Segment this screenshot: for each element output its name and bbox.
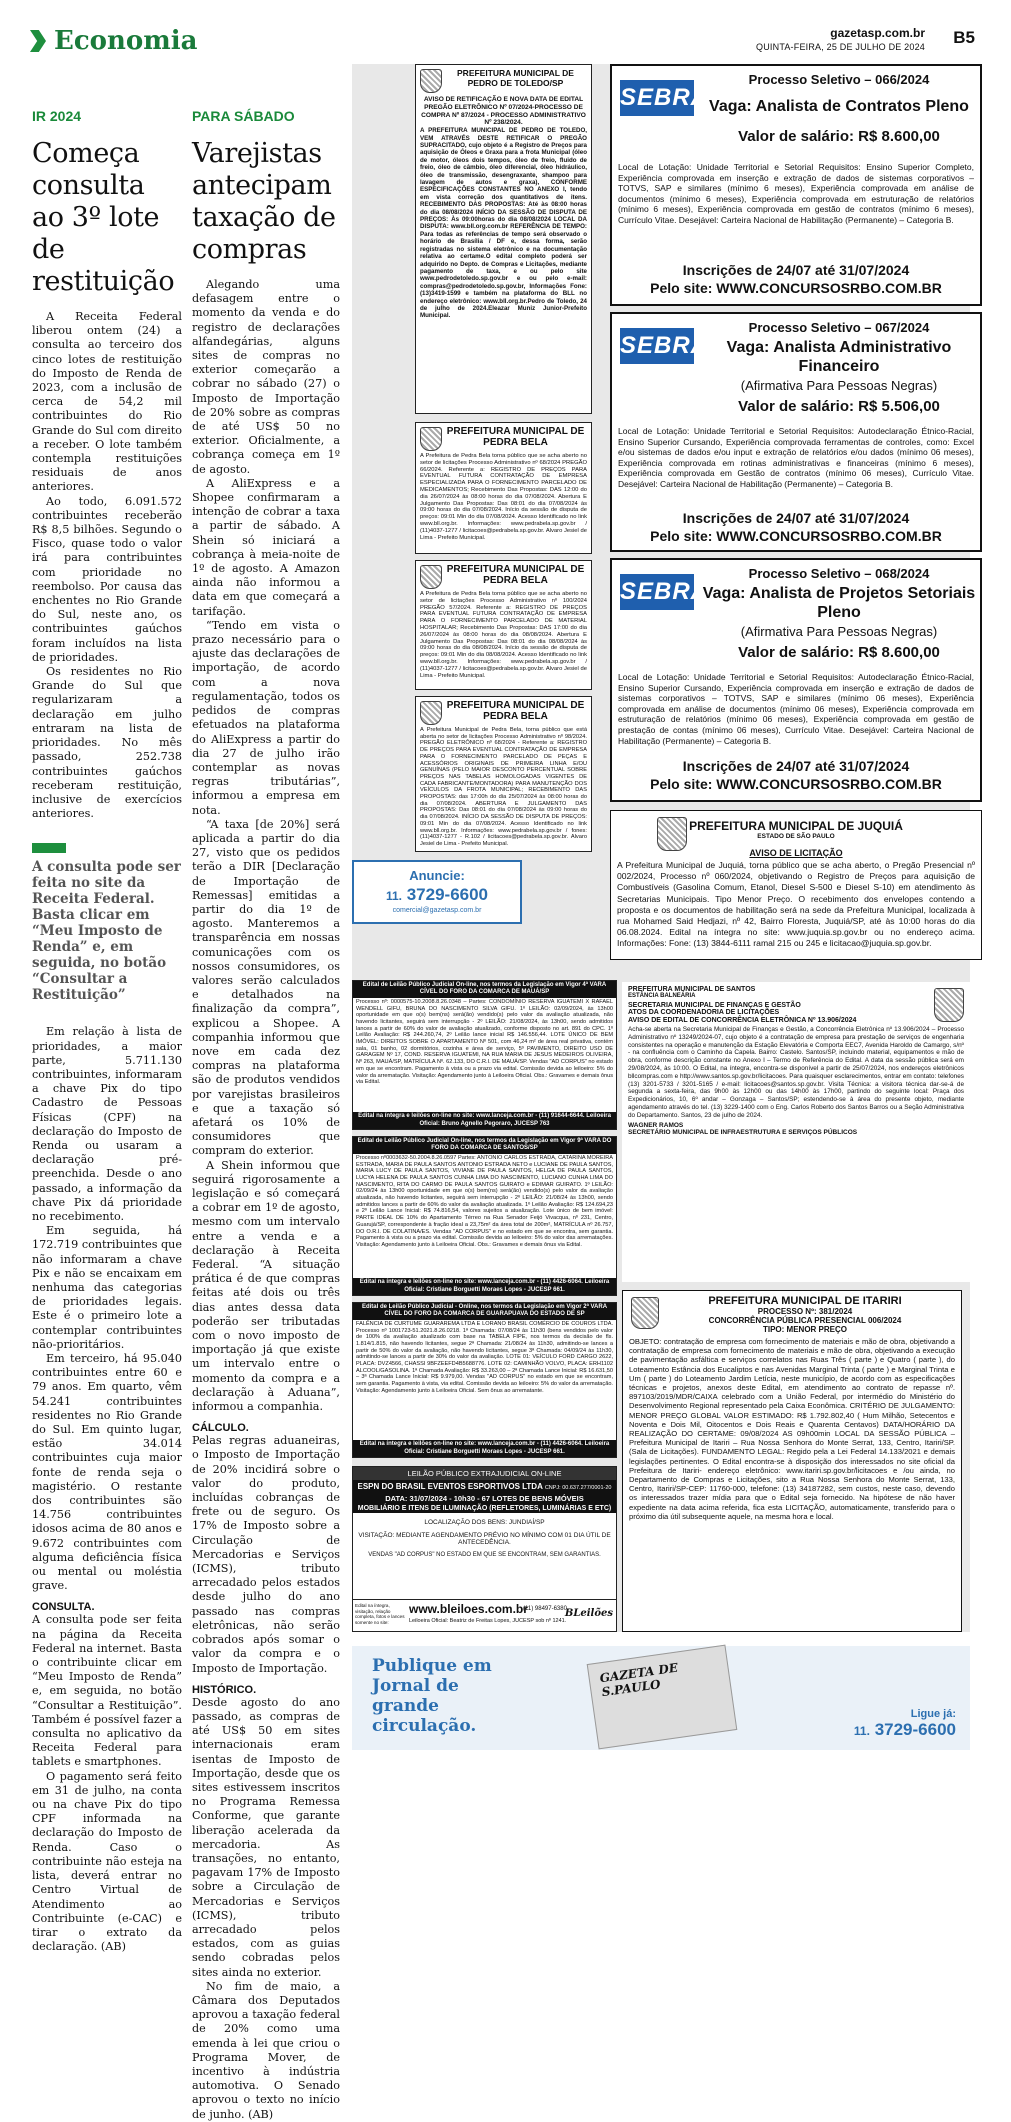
espn-title xyxy=(353,1480,616,1493)
paragraph: Alegando uma defasagem entre o momento da venda e do registro de declarações alfandegárias, alguns sites de compras no exterior começarão a cobrar no sábado (27) o Imposto de Importação de 20% sobre as compras de até US$ 50 no exterior. Oficialmente, a cobrança começa em 1º de agosto. xyxy=(192,278,340,476)
section-title: Economia xyxy=(54,26,198,56)
ad-pedra-bela-3 xyxy=(415,696,592,852)
ad-subtitle: ESTADO DE SÃO PAULO xyxy=(757,833,835,840)
anuncie-email[interactable]: comercial@gazetasp.com.br xyxy=(392,907,482,914)
hist-body xyxy=(192,1696,340,2122)
requirements: Local de Lotação: Unidade Territorial e Setorial Requisitos: Autodeclaração Étnico-Racial, Ensino Superior Cursando, Experiência comprovada em inserção e extração de dados de sistemas corporativos – TOTVS, SAP e similares (mínimo 06 meses), Experiência comprovada em análise de documentos (mínimo 06 meses), Experiência comprovada em estruturação de relatórios (mínimo 06 meses), Experiência comprovada em gestão de prestação de contas (mínimo 06 meses), Currículo Vitae. Desejável: Carteira Nacional de Habilitação (Permanente) – Categoria B. xyxy=(618,672,974,746)
ad-pedra-bela-1 xyxy=(415,422,592,554)
ad-subtitle: ESTÂNCIA BALNEÁRIA xyxy=(628,993,696,999)
ad-signer: WAGNER RAMOS xyxy=(628,1121,684,1129)
paragraph: A Receita Federal liberou ontem (24) a consulta ao terceiro dos cinco lotes de restituição do Imposto de Renda de 2023, com a inclusão de cerca de 54,2 mil contribuintes do Rio Grande do Sul com direito a receber. O lote também contempla restituições residuais de anos anteriores. xyxy=(32,310,182,494)
article-body xyxy=(192,278,340,1414)
ad-org: SECRETARIA MUNICIPAL DE FINANÇAS E GESTÃO xyxy=(628,1002,801,1009)
paragraph: Em seguida, há 172.719 contribuintes que não informaram a chave Pix e não se encaixam em nenhuma das categorias de prioridades legais. Este é o primeiro lote a contemplar contribuintes não-prioritários. xyxy=(32,1224,182,1351)
paragraph: A AliExpress e a Shopee confirmaram a intenção de cobrar a taxa a partir de sábado. A Shein só iniciará a cobrança à meia-noite de 1º de agosto. A Amazon ainda não informou a data em que começará a tarifação. xyxy=(192,476,340,618)
job-title: Vaga: Analista de Projetos Setoriais Pleno xyxy=(702,585,976,621)
ad-heading: AVISO DE EDITAL DE CONCORRÊNCIA ELETRÔNICA Nº 13.906/2024 xyxy=(628,1017,857,1024)
auction-footer: Edital na íntegra e leilões on-line no site: www.lanceja.com.br - (11) 4426-6064. Leiloeira Oficial: Cristiane Borguetti Moraes Lopes - JUCESP 661. xyxy=(353,1278,616,1295)
process-number: Processo Seletivo – 067/2024 xyxy=(748,320,930,335)
espn-desc: MOBILIÁRIO E ITENS DE ILUMINAÇÃO (REFLETORES, LUMINÁRIAS E ETC) xyxy=(353,1504,616,1513)
paragraph: Os residentes no Rio Grande do Sul que regularizaram a declaração em julho entraram na lista de prioridades. No mês passado, 252.738 contribuintes gaúchos receberam restituição, inclusive de exercícios anteriores. xyxy=(32,665,182,821)
call-prefix: 11. xyxy=(853,1724,870,1738)
crest-icon xyxy=(657,817,687,851)
espn-bar: LEILÃO PÚBLICO EXTRAJUDICIAL ON-LINE xyxy=(353,1467,616,1480)
publique-text: Publique em Jornal de grande circulação. xyxy=(372,1656,492,1736)
requirements: Local de Lotação: Unidade Territorial e Setorial Requisitos: Ensino Superior Completo, Experiência comprovada em inserção e extração de dados de sistemas corporativos – TOTVS, SAP e similares (mínimo 6 meses), Experiência comprovada em análise de documentos (mínimo 6 meses), Experiência comprovada em estruturação de relatórios (mínimo 6 meses), Experiência comprovada em gestão de contratos (mínimo 6 meses), Currículo Vitae. Desejável: Carteira Nacional de Habilitação (Permanente) – Categoria B. xyxy=(618,162,974,225)
site-url[interactable]: gazetasp.com.br xyxy=(830,26,925,40)
auction-text: FALÊNCIA DE CURTUME GUARAREMA LTDA E LORANO BRASIL COMÉRCIO DE COUROS LTDA. Processo nº 1001723-51.2021.8.26.0218. 1ª Chamada: 07/08/24 às 11h30 (bens vendidos pelo valor de 100% da avaliação atualizado com base na TABELA FIPE, nos termos da decisão de fls. 1.814/1.815, não havendo licitantes, segue 2ª Chamada: 21/08/24 às 11h30, admitindo-se lances a partir de 50% do valor da avaliação, não havendo licitantes, segue 3ª Chamada: 04/09/24 às 11h30, admitindo-se lances a partir de 30% do valor da avaliação. LOTE 01: VEÍCULO FORD CARGO 2622, PLACA: DVZ4566, CHASSI 9BFZEEFD4B5688776. LOTE 02: CAMINHÃO VOLVO, PLACA: ERH1102 ALCOOL/GASOLINA. 1ª Chamada Avaliação: R$ 33.263,00 – 2ª Chamada Lance Inicial: R$ 16.631,50 – 3ª Chamada Lance Inicial: R$ 9.979,00. Vendas "AD CORPUS" no estado em que se encontram, sem garantia. Pagamento à vista, via edital. Comissão devida ao leiloeiro: 5% do valor da arrematação. Visitação: Agendamento junto à Leiloeira Oficial. Sem ônus ao arrematante. xyxy=(356,1320,613,1394)
ad-title: PREFEITURA MUNICIPAL DE PEDRA BELA xyxy=(446,700,585,722)
article-body-continued xyxy=(32,1025,182,1593)
inscription-dates: Inscrições de 24/07 até 31/07/2024 xyxy=(682,758,910,774)
ad-auction-maua xyxy=(352,980,617,1130)
job-subtitle: (Afirmativa Para Pessoas Negras) xyxy=(740,378,938,393)
ad-title: PREFEITURA MUNICIPAL DE JUQUIÁ xyxy=(689,819,903,833)
espn-site[interactable]: www.bleiloes.com.br xyxy=(409,1602,528,1616)
espn-location: LOCALIZAÇÃO DOS BENS: JUNDIAÍ/SP xyxy=(424,1519,545,1526)
salary: Valor de salário: R$ 5.506,00 xyxy=(738,398,940,415)
call-label: Ligue já: xyxy=(910,1708,956,1720)
espn-leiloeira: Leiloeira Oficial: Beatriz de Freitas Lopes, JUCESP sob nº 1241. xyxy=(409,1618,567,1624)
ad-text: A Prefeitura Municipal de Pedra Bela, torna público que está aberta no setor de licitações Processo Administrativo nº 98/2024. PREGÃO ELETRÔNICO nº 68/2024 - Referente a: REGISTRO DE PREÇOS PARA EVENTUAL CONTRATAÇÃO DE EMPRESA PARA O FORNECIMENTO PARCELADO DE PEÇAS E ACESSÓRIOS ORIGINAIS DE PRIMEIRA LINHA E/OU GENUÍNAS (PELO MAIOR DESCONTO PERCENTUAL SOBRE PREÇOS NAS TABELAS HOMOLOGADAS VIGENTES DE CADA FABRICANTE/MONTADORA) PARA MANUTENÇÃO DOS VEÍCULOS DA FROTA MUNICIPAL; RECEBIMENTO DAS PROPOSTAS: das 17:00h do dia 25/07/2024 às 08:00 horas do dia 07/08/2024. ABERTURA E JULGAMENTO DAS PROPOSTAS: Das 08:01 do dia 07/08/2024 às 09:00 horas do dia 07/08/2024. INÍCIO DA SESSÃO DE DISPUTA DE PREÇOS: 09:01 Min do dia 07/08/2024. Acesso Identificado no link www.bll.org.br. Informações: www.pedrabela.sp.gov.br / fones: (11)4037-1277 - R.102 / licitacoes@pedrabela.sp.gov.br. Alvaro Jesiel de Lima - Prefeito Municipal. xyxy=(420,727,587,847)
salary: Valor de salário: R$ 8.600,00 xyxy=(738,644,940,661)
subheading: CÁLCULO. xyxy=(192,1422,249,1435)
ad-text: Acha-se aberta na Secretaria Municipal de Finanças e Gestão, a Concorrência Eletrônica nº 13.906/2024 – Processo Administrativo nº 13249/2024-07, cujo objeto é a contratação de empresa para prestação de serviços de engenharia consistentes na operação e manutenção da Estação Elevatória e Comporta EEC7, Avenida Haroldo de Camargo, s/nº - na confluência com o Caminho da Capela. Bairro: Castelo. Santos/SP, incluindo material, equipamentos e mão de obra, conforme descrição constante no Anexo I – Termo de Referência do Edital. A data da sessão pública será em 29/08/2024, às 10:00. O Edital, na íntegra, encontra-se disponível a partir de 25/07/2024, nos endereços eletrônicos bllcompras.com e http://www.santos.sp.gov.br/licitacoes. Para quaisquer esclarecimentos, entrar em contato: telefones (13) 3201-5733 / 3201-5165 / e-mail: licitacoes@santos.sp.gov.br. Visita Técnica: a visitora técnica dar-se-á de segunda a sexta-feira, das 9h00 às 12h00 ou das 14h00 às 17h00, partindo do seguinte local: Praça dos Expedicionários, 10, 6º andar – Gonzaga – Santos/SP; estendendo-se à área do presente objeto, mediante agendamento através do tel. (13) 3229-1400 com o Eng. Carlos Roberto dos Santos Barros ou a Seção Administrativa do Departamento. Santos, 23 de julho de 2024. xyxy=(628,1026,964,1119)
call-box xyxy=(854,1708,956,1740)
inscription-site[interactable]: Pelo site: WWW.CONCURSOSRBO.COM.BR xyxy=(650,528,942,544)
requirements: Local de Lotação: Unidade Territorial e Setorial Requisitos: Autodeclaração Étnico-Racial, Ensino Superior Cursando, Experiência comprovada ferramentas de controles, como: Excel e/ou sistemas de dados e/ou input e extração de relatórios e/ou dados (mínimo 06 meses), Experiência comprovada em rotinas administrativas e financeiras (mínimo 6 meses), Experiência comprovada em Gestão de contratos (mínimo 06 meses), Currículo Vitae. Desejável: Carteira Nacional de Habilitação (Permanente) – Categoria B. xyxy=(618,426,974,489)
article-headline: Começa consulta ao 3º lote de restituição xyxy=(32,138,175,297)
ad-signer-role: SECRETÁRIO MUNICIPAL DE INFRAESTRUTURA E SERVIÇOS PÚBLICOS xyxy=(628,1128,858,1136)
ad-pedra-bela-2 xyxy=(415,560,592,690)
article-varejistas xyxy=(192,108,340,2122)
crest-icon xyxy=(420,427,442,451)
espn-footer xyxy=(353,1599,616,1631)
ad-text: A Prefeitura de Pedra Bela torna público que se acha aberto no setor de licitações Processo Administrativo nº 68/2024 PREGÃO 66/2024. Referente a: REGISTRO DE PREÇOS PARA EVENTUAL FUTURA CONTRATAÇÃO DE EMPRESA ESPECIALIZADA PARA O FORNECIMENTO PARCELADO DE MEDICAMENTOS; Recebimento Das Propostas: DAS 12:00 do dia 26/07/2024 às 08:00 horas do dia 07/08/2024. Abertura E Julgamento Das Propostas: Das 08:01 do dia 07/08/2024 às 09:00 horas do dia 07/08/2024. Início da sessão de disputa de preços: 09:01 Min do dia 07/08/2024. Acesso Identificado no link www.bll.org.br. Informações: www.pedrabela.sp.gov.br / (11)4037-1277 / licitacoes@pedrabela.sp.gov.br. Alvaro Jesiel de Lima - Prefeito Municipal. xyxy=(420,453,587,541)
sebrae-logo: SEBRAE xyxy=(620,328,694,364)
section-arrow-icon xyxy=(30,30,46,52)
ad-text: A PREFEITURA MUNICIPAL DE PEDRO DE TOLEDO, VEM ATRAVÉS DESTE RETIFICAR O PREGÃO SUPRACITADO, cujo objeto é a Registro de Preços para aquisição de Óleos e Graxa para a frota Municipal (óleo de motor, óleos dois tempos, óleo de freio, fluido de freio, óleo de câmbio, óleo diferencial, óleo hidráulico, óleo de transmissão, desengraxante, shampoo para lavagem de autos e graxa), CONFORME ESPECIFICAÇÕES CONSTANTES NO ANEXO I, tendo em vista correção dos quantitativos de itens. RECEBIMENTO DAS PROPOSTAS: Até às 08:00 horas do dia 08/08/2024 INÍCIO DA SESSÃO DE DISPUTA DE PREÇOS: Às 09:00horas do dia 08/08/2024 LOCAL DA DISPUTA: www.bll.org.com.br REFERÊNCIA DE TEMPO: Para todas as referências de tempo será observado o horário de Brasília / DF e, dessa forma, serão registradas no sistema eletrônico e na documentação relativa ao certame.O edital completo poderá ser adquirido no Depto. de Compras e Licitações, mediante pagamento de taxa, e ou pelo site www.pedrodetoledo.sp.gov.br e ou pelo e-mail: compras@pedrodetoledo.sp.gov.br, Informações Fone:(13)3419-1599 e também na plataforma do BLL no endereço eletrônico: www.bll.org.br.Pedro de Toledo, 24 de julho de 2024.Eleazar Muniz Junior-Prefeito Municipal. xyxy=(420,127,587,320)
ad-title: PREFEITURA MUNICIPAL DE PEDRO DE TOLEDO/SP xyxy=(457,68,574,88)
ad-sebrae-068 xyxy=(610,558,982,802)
ad-text: A Prefeitura de Pedra Bela torna público que se acha aberto no setor de licitações Processo Administrativo nº 100/2024 PREGÃO 57/2024. Referente a: REGISTRO DE PREÇOS PARA EVENTUAL FUTURA CONTRATAÇÃO DE EMPRESA PARA O FORNECIMENTO PARCELADO DE MATERIAL HOSPITALAR; Recebimento Das Propostas: DAS 17:00 do dia 26/07/2024 às 08:00 horas do dia 08/08/2024. Abertura E Julgamento Das Propostas: Das 08:01 do dia 08/08/2024 às 09:00 horas do dia 08/08/2024. Início da sessão de disputa de preços: 09:01 Min do dia 08/08/2024. Acesso Identificado no link www.bll.org.br. Informações: www.pedrabela.sp.gov.br / (11)4037-1277 / licitacoes@pedrabela.sp.gov.br. Alvaro Jesiel de Lima - Prefeito Municipal. xyxy=(420,591,587,679)
ad-line-3: TIPO: MENOR PREÇO xyxy=(762,1325,847,1334)
ad-anuncie[interactable] xyxy=(352,860,522,924)
sebrae-logo: SEBRAE xyxy=(620,574,694,610)
sebrae-logo: SEBRAE xyxy=(620,80,694,116)
quote-bar xyxy=(32,843,66,853)
ad-espn-auction xyxy=(352,1466,617,1632)
paragraph: Ao todo, 6.091.572 contribuintes receberão R$ 8,5 bilhões. Segundo o Fisco, quase todo o valor irá para contribuintes com prioridade no reembolso. Por causa das enchentes no Rio Grande do Sul, neste ano, os contribuintes gaúchos foram incluídos na lista de prioridades. xyxy=(32,494,182,664)
phone-number[interactable]: 3729-6600 xyxy=(406,885,489,904)
subheading: HISTÓRICO. xyxy=(192,1683,257,1696)
paragraph: Em relação à lista de prioridades, a maior parte, 5.711.130 contribuintes, informaram a chave Pix do tipo Cadastro de Pessoas Físicas (CPF) na declaração do Imposto de Renda ou usaram a declaração pré-preenchida. Desde o ano passado, a informação da chave Pix dá prioridade no recebimento. xyxy=(32,1025,182,1223)
paragraph: A consulta pode ser feita na página da Receita Federal na internet. Basta o contribuinte clicar em “Meu Imposto de Renda” e, em seguida, no botão “Consultar a Restituição”. Também é possível fazer a consulta no aplicativo da Receita Federal para tablets e smartphones. xyxy=(32,1613,182,1769)
ad-juquia xyxy=(610,810,982,960)
espn-phone: (11) 98497-6380 xyxy=(523,1606,567,1612)
ad-sebrae-066 xyxy=(610,64,982,306)
anuncie-phone-line xyxy=(354,885,520,905)
newspaper-icon xyxy=(587,1645,738,1750)
call-phone[interactable]: 3729-6600 xyxy=(874,1720,956,1739)
espn-visit: VISITAÇÃO: MEDIANTE AGENDAMENTO PRÉVIO NO MÍNIMO COM 01 DIA ÚTIL DE ANTECEDÊNCIA. xyxy=(358,1532,611,1546)
auction-footer: Edital na íntegra e leilões on-line no site: www.lanceja.com.br - (11) 91644-6644. Leiloeira Oficial: Bruno Agnello Pegoraro, JUCESP 763 xyxy=(353,1112,616,1129)
ad-santos xyxy=(622,982,970,1282)
auction-header: Edital de Leilão Público Judicial - Online, nos termos da Legislação em Vigor 2ª VARA CÍVEL DO FORO DA COMARCA DE GUARAPUAVA DO ESTADO DE SP xyxy=(353,1303,616,1320)
inscription-dates: Inscrições de 24/07 até 31/07/2024 xyxy=(682,510,910,526)
article-body xyxy=(32,310,182,821)
pull-quote xyxy=(32,843,182,1003)
crest-icon xyxy=(631,1297,659,1329)
ad-line-2: CONCORRÊNCIA PÚBLICA PRESENCIAL 006/2024 xyxy=(708,1316,902,1325)
ad-publique[interactable] xyxy=(352,1646,970,1750)
auction-header: Edital de Leilão Público Judicial On-line, nos termos da Legislação em Vigor 4ª VARA CÍVEL DO FORO DA COMARCA DE MAUÁ/SP xyxy=(353,981,616,998)
inscription-site[interactable]: Pelo site: WWW.CONCURSOSRBO.COM.BR xyxy=(650,776,942,792)
paragraph: O pagamento será feito em 31 de julho, na conta ou na chave Pix do tipo CPF informada na declaração do Imposto de Renda. Caso o contribuinte não esteja na lista, deverá entrar no Centro Virtual de Atendimento ao Contribuinte (e-CAC) e tirar o extrato da declaração. (AB) xyxy=(32,1769,182,1954)
auction-text: Processo nº: 0000575-10.2008.8.26.0348 – Partes: CONDOMÍNIO RESERVA IGUATEMI X RAFAEL WENDELL GIFU, BRUNA DO NASCIMENTO SILVA GIFU. 1º LEILÃO: 02/09/2024, às 13h00 oportunidade em que o(s) bem(ns) será(ão) vendido(s) pelo valor da avaliação atualizada, não havendo licitantes, seguirá sem interrupção - 2º LEILÃO: 21/08/2024, às 13h00, sendo admitidos lances a partir de 60% do valor de avaliação atualizado, conforme disposto no art. 891 do CPC. 1º Leilão Avaliação: R$ 244.260,74, 2º Leilão lance inicial R$ 146.556,44. LOTE ÚNICO DE BEM IMÓVEL: DIREITOS SOBRE O APARTAMENTO Nº 501, com 46,24 m² de área real privativa, contém sala, 01 banho, 02 dormitórios, cozinha e área de serviço, 5º PAVIMENTO, DIREITO USO DE GARAGEM Nº 17, COND. RESERVA IGUATEMI, NA RUA MARIA DE JESUS MEDEIROS OLIVEIRA, Nº 263, MAUÁ/SP, MATRÍCULA Nº. 62.133, DO C.R.I. DE MAUÁ/SP. Vendas "AD CORPUS" no estado em que se encontram. Pagamento à vista ou a prazo via edital. Comissão devida ao leiloeiro: 5% do valor da arrematação. Visitação: Agendamento junto à Leiloeira Oficial. Obs.: Gravames e demais ônus via Edital. xyxy=(356,998,613,1086)
espn-cnpj: CNPJ: 00.637.277/0001-20 xyxy=(544,1485,612,1491)
ad-line-1: PROCESSO Nº: 381/2024 xyxy=(757,1307,853,1316)
salary: Valor de salário: R$ 8.600,00 xyxy=(738,128,940,145)
bleiloes-logo: BLeilões xyxy=(564,1608,613,1619)
paragraph: Em terceiro, há 95.040 contribuintes entre 60 e 79 anos. Em quarto, vêm 54.241 contribuintes residentes no Rio Grande do Sul. Em quinto lugar, estão 34.014 contribuintes cuja maior fonte de renda seja o magistério. O restante dos contribuintes são 14.756 contribuintes idosos acima de 80 anos e 9.672 contribuintes com alguma deficiência física ou mental ou moléstia grave. xyxy=(32,1351,182,1593)
page-number: B5 xyxy=(953,28,975,47)
job-subtitle: (Afirmativa Para Pessoas Negras) xyxy=(740,624,938,639)
crest-icon xyxy=(934,988,964,1022)
espn-sale: VENDAS "AD CORPUS" NO ESTADO EM QUE SE ENCONTRAM, SEM GARANTIAS. xyxy=(368,1552,601,1558)
subheading: CONSULTA. xyxy=(32,1601,95,1614)
calc-body xyxy=(192,1434,340,1675)
ad-text: A Prefeitura Municipal de Juquiá, torna público que se acha aberto, o Pregão Presencial nº 002/2024, Processo nº 060/2024, objetivando o Registro de Preços para aquisição de Combustíveis (Gasolina Comum, Etanol, Diesel S-500 e Diesel S-10) em atendimento às Secretarias Municipais. Tipo Menor Preço. O recebimento dos envelopes contendo a proposta e os documentos de habilitação será na sede da Prefeitura Municipal, localizada à rua Mohamed Said Hedjazi, nº 42, Bairro Floresta, Juquiá/SP, até às 10:00 horas do dia 06.08.2024. Edital na íntegra no site: www.juquia.sp.gov.br ou no endereço acima. Informações: Fone: (13) 3844-6111 ramal 215 ou 245 e licitacao@juquia.sp.gov.br. xyxy=(617,860,975,949)
anuncie-title: Anuncie: xyxy=(409,868,465,883)
issue-date: QUINTA-FEIRA, 25 DE JULHO DE 2024 xyxy=(756,42,925,52)
ad-text: OBJETO: contratação de empresa com fornecimento de materiais e mão de obra, objetivando a contratação de empresa com fornecimento de materiais e mão de obra, objetivando a execução de pavimentação asfáltica e serviços correlatos nas Ruas Três ( parte ) e Quatro ( parte ), do Loteamento Estância dos Eucaliptos e nas Avenidas Marginal Trinta ( parte ) e Marginal Trinta e Um ( parte ) do Loteamento Jardim Letícia, neste município, de acordo com as especificações técnicas e projetos, anexos deste Edital, em atendimento ao contrato de repasse nº. 897103/2019/MDR/CAIXA celebrado com a União Federal, por intermédio do Ministério do Desenvolvimento Regional representado pela Caixa Econômica. CRITÉRIO DE JULGAMENTO: MENOR PREÇO GLOBAL VALOR ESTIMADO: R$ 1.792.802,40 ( Hum Milhão, Setecentos e Noventa e Dois Mil, Oitocentos e Dois Reais e Quarenta Centavos) DATA/HORÁRIO DA REALIZAÇÃO DO CERTAME: 09/08/2024 AS 09h00min LOCAL DA SESSÃO PÚBLICA – Prefeitura Municipal de Itariri – Rua Nossa Senhora do Monte Serrat, 133, Centro, Itariri/SP. (Sala de Licitações). FUNDAMENTO LEGAL: Regido pela a Lei Federal 14.133/2021 e demais legislações pertinentes. O Edital encontra-se à disposição dos interessados no site oficial da Prefeitura de Itariri- endereço eletrônico: www.itariri.sp.gov.br/licitacoes e /ou ainda, no Departamento de Compras e Licitações, sito a Rua Nossa Senhora do Monte Serrat, 133, Centro, Itariri/SP-CEP: 11760-000, telefone: (13) 34187282, sem custos, neste caso, devendo os interessados trazer mídia para que o Edital seja fornecido. Na hipótese de não haver expediente na data acima referida, fica esta LICITAÇÃO, automaticamente, transferido para o próximo dia útil subsequente aquele, na mesma hora e local. xyxy=(629,1337,955,1521)
ad-itariri xyxy=(622,1290,962,1632)
article-kicker: IR 2024 xyxy=(32,108,82,124)
paragraph: Desde agosto do ano passado, as compras de até US$ 50 em sites internacionais eram isentas de Imposto de Importação, desde que os sites estivessem inscritos no Programa Remessa Conforme, que garante liberação acelerada da mercadoria. As transações, no entanto, pagavam 17% de Imposto sobre a Circulação de Mercadorias e Serviços (ICMS), tributo arrecadado pelos estados, com as guias sendo cobradas pelos sites ainda no exterior. xyxy=(192,1695,340,1979)
article-kicker: PARA SÁBADO xyxy=(192,108,295,124)
inscription-dates: Inscrições de 24/07 até 31/07/2024 xyxy=(682,262,910,278)
ad-title: PREFEITURA MUNICIPAL DE ITARIRI xyxy=(708,1295,902,1307)
process-number: Processo Seletivo – 068/2024 xyxy=(748,566,930,581)
job-title: Vaga: Analista de Contratos Pleno xyxy=(709,98,969,115)
ad-pedro-de-toledo xyxy=(415,64,592,414)
article-body-consulta xyxy=(32,1613,182,1954)
inscription-site[interactable]: Pelo site: WWW.CONCURSOSRBO.COM.BR xyxy=(650,280,942,296)
paragraph: “Tendo em vista o prazo necessário para o ajuste das declarações de importação, de acordo com a nova regulamentação, todos os pedidos de compras efetuados na plataforma do AliExpress a partir do dia 27 de julho irão contemplar as novas regras tributárias”, informou a empresa em nota. xyxy=(192,618,340,817)
paragraph: A Shein informou que seguirá rigorosamente a legislação e só começará a cobrar em 1º de agosto, mesmo com um intervalo entre a venda e a declaração à Receita Federal. “A situação prática é de que compras feitas até dois ou três dias antes dessa data poderão ser tributadas com o novo imposto de importação já que existe um intervalo entre o momento da compra e a declaração à Aduana”, informou a companhia. xyxy=(192,1158,340,1414)
process-number: Processo Seletivo – 066/2024 xyxy=(748,72,930,87)
paragraph: “A taxa [de 20%] será aplicada a partir do dia 27, visto que os pedidos terão a DIR [Declaração de Importação de Remessas] emitidas a partir do dia 1º de agosto. Manteremos a transparência em nossas comunicações com os nossos consumidores, os valores serão calculados e detalhados na finalização da compra”, explicou a Shopee. A companhia informou que nove em cada dez compras na plataforma são de produtos vendidos por varejistas brasileiros e que a taxação só afetará os 10% de consumidores que compram do exterior. xyxy=(192,817,340,1158)
ad-auction-guararema xyxy=(352,1302,617,1458)
crest-icon xyxy=(420,69,442,93)
espn-date: DATA: 31/07/2024 - 10h30 - 67 LOTES DE BENS MÓVEIS xyxy=(353,1493,616,1504)
ad-title: PREFEITURA MUNICIPAL DE PEDRA BELA xyxy=(446,564,585,586)
article-headline: Varejistas antecipam taxação de compras xyxy=(192,138,336,265)
espn-foot-note: Edital na íntegra, visitação, relação completa, fotos e lances somente no site: xyxy=(355,1603,405,1625)
phone-prefix: 11. xyxy=(385,889,402,903)
newspaper-title: GAZETA DE S.PAULO xyxy=(598,1660,679,1700)
ad-heading: AVISO DE LICITAÇÃO xyxy=(749,848,843,858)
ad-auction-santos xyxy=(352,1136,617,1296)
ad-dept: ATOS DA COORDENADORIA DE LICITAÇÕES xyxy=(628,1009,780,1016)
paragraph: No fim de maio, a Câmara dos Deputados aprovou a taxação federal de 20% como uma emenda à lei que criou o Programa Mover, de incentivo à indústria automotiva. O Senado aprovou o texto no início de junho. (AB) xyxy=(192,1979,340,2121)
auction-footer: Edital na íntegra e leilões on-line no site: www.lanceja.com.br - (11) 4426-6064. Leiloeira Oficial: Cristiane Borguetti Moraes Lopes - JUCESP 661. xyxy=(353,1440,616,1457)
auction-text: Processo nº0003632-50.2004.8.26.0597 Partes: ANTONIO CARLOS ESTRADA, CATARINA MOREIRA ESTRADA, MARIA DE PAULA SANTOS ANTONIO ESTRADA NETO e LUCIANE DE PAULA SANTOS, MARIA LUCY DE PAULA SANTOS, VIVIANE DE PAULA SANTOS, HELGA DE PAULA SANTOS, LUCYA HELENA DE PAULA SANTOS CUNHA LIMA DO NASCIMENTO, LUCIANO CUNHA LIMA DO NASCIMENTO, RITA DO CARMO DE PAULA SANTOS GUIRATO e EDIMAR GUIRATO. 1º LEILÃO: 02/09/24 às 13h00 oportunidade em que o(s) bem(ns) será(ão) vendido(s) pelo valor da avaliação atualizada, não havendo licitantes, seguirá sem interrupção - 2º LEILÃO: 21/08/24 às 13h00, sendo admitidos lances a partir de 60% do valor da avaliação atualizada. 1º Leilão Avaliação: R$ 124.694,23 e 2º Leilão Lance Inicial: R$ 74.816,54, valores sujeitos a atualização. Lote único de bem imóvel: PARTE IDEAL DE 10% do Apartamento Térreo na Rua Senador Feijó Vivacqua, nº 231, Centro, Guarujá/SP, correspondente à fração ideal a 23,75m² da área total de 200m², MATRÍCULA nº 26.757, DO O.R.I. DE COLATINA/ES. Vendas "AD CORPUS" e no estado em que se encontra, sem garantia. Pagamento à vista ou a prazo via edital. Comissão devida ao leiloeiro: 5% do valor das arrematações. Visitação: Agendamento junto à Leiloeira Oficial. Obs.: Gravames e demais ônus via Edital. xyxy=(356,1154,613,1248)
espn-company: ESPN DO BRASIL EVENTOS ESPORTIVOS LTDA xyxy=(357,1482,543,1491)
job-title: Vaga: Analista Administrativo Financeiro xyxy=(726,339,952,375)
call-phone-line xyxy=(854,1720,956,1740)
article-restituicao xyxy=(32,108,182,1954)
auction-header: Edital de Leilão Público Judicial On-line, nos termos da Legislação em Vigor 9ª VARA DO FORO DA COMARCA DE SANTOS/SP xyxy=(353,1137,616,1154)
ad-title: PREFEITURA MUNICIPAL DE SANTOS xyxy=(628,986,756,993)
paragraph: Pelas regras aduaneiras, o Imposto de Importação de 20% incidirá sobre o valor do produto, incluídas cobranças de frete ou de seguro. Os 17% de Imposto sobre a Circulação de Mercadorias e Serviços (ICMS), tributo arrecadado pelos estados desde julho do ano passado nas compras eletrônicas, não serão cobrados após somar o valor da compra e o Imposto de Importação. xyxy=(192,1434,340,1675)
ad-heading: AVISO DE RETIFICAÇÃO E NOVA DATA DE EDITAL PREGÃO ELETRÔNICO Nº 07/2024-PROCESSO DE COMPRA Nº 87/2024 - PROCESSO ADMINISTRATIVO Nº 238/2024. xyxy=(421,96,586,127)
page-header xyxy=(30,24,985,62)
crest-icon xyxy=(420,565,442,589)
crest-icon xyxy=(420,701,442,725)
ad-title: PREFEITURA MUNICIPAL DE PEDRA BELA xyxy=(446,426,585,448)
ad-sebrae-067 xyxy=(610,312,982,552)
quote-text: A consulta pode ser feita no site da Receita Federal. Basta clicar em “Meu Imposto de Renda” e, em seguida, no botão “Consultar a Restituição” xyxy=(32,859,181,1004)
